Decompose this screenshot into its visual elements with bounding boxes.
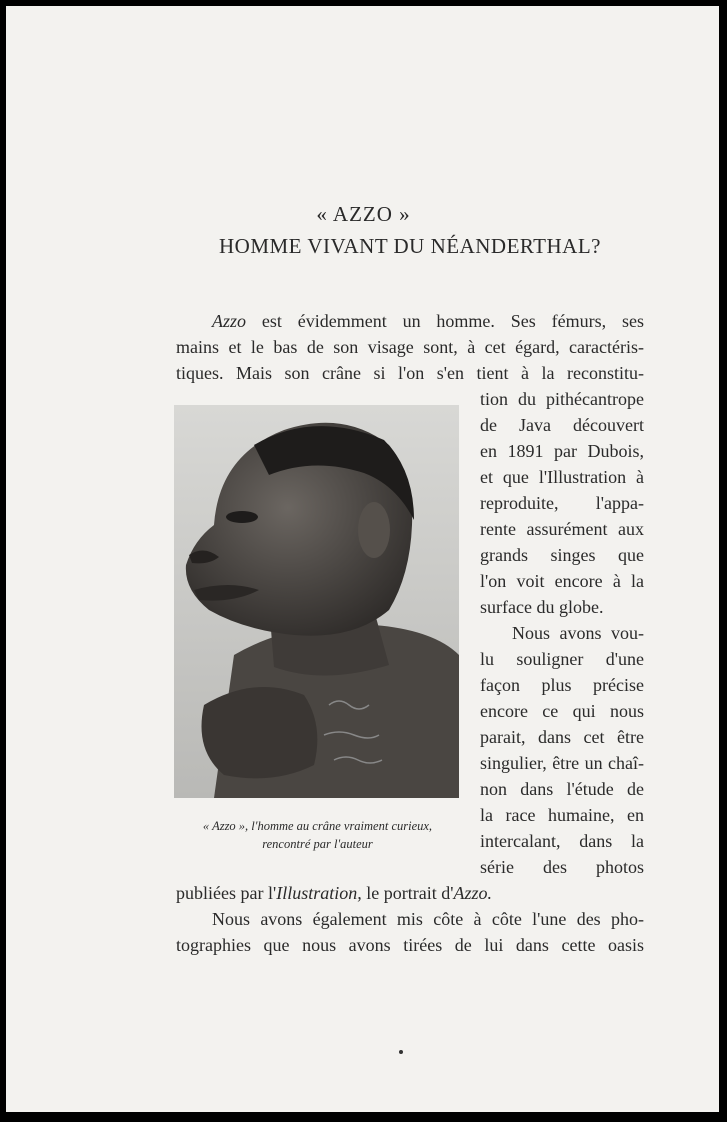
text-line: l'on voit encore à la xyxy=(480,571,644,591)
text-line: intercalant, dans la xyxy=(480,831,644,851)
text-line: mains et le bas de son visage sont, à cet égard, caractéris- xyxy=(176,337,644,357)
text-line: encore ce qui nous xyxy=(480,701,644,721)
text-line: en 1891 par Dubois, xyxy=(480,441,644,461)
text-line: la race humaine, en xyxy=(480,805,644,825)
text-line: singulier, être un chaî- xyxy=(480,753,644,773)
text-line: tographies que nous avons tirées de lui dans cette oasis xyxy=(176,935,644,955)
text-line: Nous avons vou- xyxy=(512,623,644,643)
text-line: série des photos xyxy=(480,857,644,877)
text-italic: Illustration, xyxy=(276,883,362,903)
text-line: grands singes que xyxy=(480,545,644,565)
figure-caption-line2: rencontré par l'auteur xyxy=(262,837,373,851)
text-line: surface du globe. xyxy=(480,597,604,617)
text-line: façon plus précise xyxy=(480,675,644,695)
text-line: reproduite, l'appa- xyxy=(480,493,644,513)
text-span: le portrait d' xyxy=(361,883,454,903)
text-line: rente assurément aux xyxy=(480,519,644,539)
text-italic: Azzo. xyxy=(453,883,492,903)
text-line: tion du pithécantrope xyxy=(480,389,644,409)
title-subtitle: HOMME VIVANT DU NÉANDERTHAL? xyxy=(219,234,601,258)
text-line xyxy=(176,880,556,906)
text-span: est évidemment un homme. Ses fémurs, ses xyxy=(246,311,644,331)
text-line: tiques. Mais son crâne si l'on s'en tient à la reconstitu- xyxy=(176,363,644,383)
text-line: parait, dans cet être xyxy=(480,727,644,747)
text-line: lu souligner d'une xyxy=(480,649,644,669)
text-italic: Azzo xyxy=(212,311,247,331)
text-line: non dans l'étude de xyxy=(480,779,644,799)
text-line xyxy=(176,308,644,334)
text-line: et que l'Illustration à xyxy=(480,467,644,487)
title-azzo: « AZZO » xyxy=(316,202,411,226)
portrait-photo xyxy=(174,405,459,798)
text-span: publiées par l' xyxy=(176,883,277,903)
figure-caption-line1: « Azzo », l'homme au crâne vraiment curieux, xyxy=(202,819,433,833)
text-line: Nous avons également mis côte à côte l'une des pho- xyxy=(212,909,644,929)
text-line: de Java découvert xyxy=(480,415,644,435)
page-mark xyxy=(399,1050,403,1054)
